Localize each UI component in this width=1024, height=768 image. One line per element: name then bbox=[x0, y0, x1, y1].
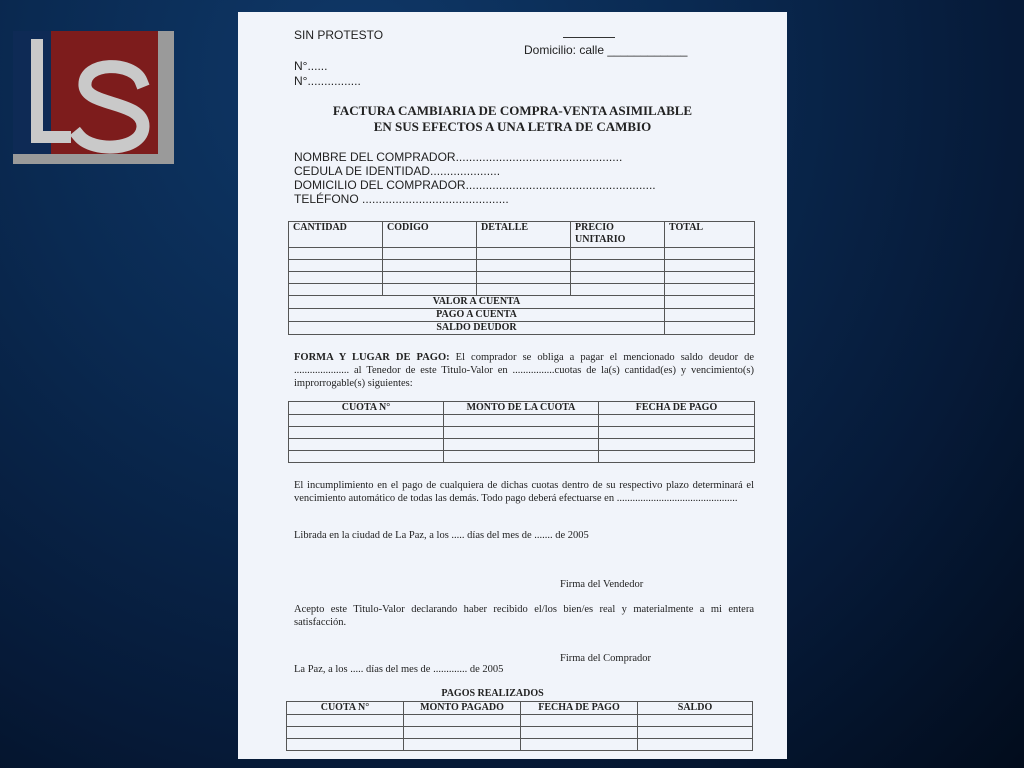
items-table bbox=[288, 221, 755, 335]
table-row bbox=[289, 415, 755, 427]
buyer-id-field: CEDULA DE IDENTIDAD..................... bbox=[294, 164, 501, 178]
table-row bbox=[289, 260, 755, 272]
logo-letters-ls bbox=[13, 31, 174, 164]
col-cantidad: CANTIDAD bbox=[289, 222, 383, 248]
col-total: TOTAL bbox=[665, 222, 755, 248]
summary-row-valor bbox=[289, 296, 755, 309]
acceptance-date: La Paz, a los ..... días del mes de ............. de 2005 bbox=[294, 664, 504, 675]
company-logo bbox=[13, 31, 174, 164]
col-fecha-pago: FECHA DE PAGO bbox=[521, 702, 638, 715]
number-field-2: N°................ bbox=[294, 74, 361, 88]
table-row bbox=[287, 727, 753, 739]
installments-table-header bbox=[289, 402, 755, 415]
table-row bbox=[289, 248, 755, 260]
payment-terms-text: El comprador se obliga a pagar el mencionado saldo deudor de ..................... al Tenedor de este Titulo-Valor en ................cuotas de la(s) cantidad(es) y vencimiento(s) improrrogable(s) siguientes: bbox=[294, 352, 755, 390]
col-fecha-pago: FECHA DE PAGO bbox=[599, 402, 755, 415]
valor-a-cuenta-label: VALOR A CUENTA bbox=[289, 296, 665, 309]
number-field-1: N°...... bbox=[294, 59, 328, 73]
table-row bbox=[289, 439, 755, 451]
table-row bbox=[289, 427, 755, 439]
table-row bbox=[289, 284, 755, 296]
col-cuota-numero: CUOTA N° bbox=[289, 402, 444, 415]
seller-signature-label: Firma del Vendedor bbox=[560, 579, 644, 590]
installments-table bbox=[288, 401, 755, 463]
document-title-line1: FACTURA CAMBIARIA DE COMPRA-VENTA ASIMILABLE bbox=[332, 103, 693, 118]
issued-place-date: Librada en la ciudad de La Paz, a los ..... días del mes de ....... de 2005 bbox=[294, 530, 589, 541]
col-monto-pagado: MONTO PAGADO bbox=[404, 702, 521, 715]
saldo-deudor-label: SALDO DEUDOR bbox=[289, 322, 665, 335]
summary-row-pago bbox=[289, 309, 755, 322]
col-codigo: CODIGO bbox=[383, 222, 477, 248]
summary-row-saldo bbox=[289, 322, 755, 335]
payments-table bbox=[286, 701, 753, 751]
domicilio-top-line bbox=[563, 37, 615, 38]
table-row bbox=[287, 715, 753, 727]
buyer-signature-label: Firma del Comprador bbox=[560, 653, 651, 664]
default-clause-paragraph: El incumplimiento en el pago de cualquiera de dichas cuotas dentro de su respectivo plazo determinará el vencimiento automático de todas las demás. Todo pago deberá efectuarse en .............................................. bbox=[294, 480, 754, 505]
table-row bbox=[289, 451, 755, 463]
payment-terms-paragraph bbox=[294, 351, 754, 390]
invoice-document bbox=[238, 12, 787, 759]
col-cuota-numero: CUOTA N° bbox=[287, 702, 404, 715]
col-monto-cuota: MONTO DE LA CUOTA bbox=[444, 402, 599, 415]
col-precio-unitario: PRECIO UNITARIO bbox=[571, 222, 665, 248]
payments-made-heading: PAGOS REALIZADOS bbox=[441, 688, 544, 699]
table-row bbox=[289, 272, 755, 284]
buyer-name-field: NOMBRE DEL COMPRADOR.................................................. bbox=[294, 150, 623, 164]
col-saldo: SALDO bbox=[638, 702, 753, 715]
buyer-phone-field: TELÉFONO ............................................ bbox=[294, 192, 509, 206]
table-row bbox=[287, 739, 753, 751]
payments-table-header bbox=[287, 702, 753, 715]
sin-protesto-label: SIN PROTESTO bbox=[294, 28, 384, 42]
items-table-header bbox=[289, 222, 755, 248]
acceptance-paragraph: Acepto este Titulo-Valor declarando haber recibido el/los bien/es real y materialmente a mi entera satisfacción. bbox=[294, 604, 754, 629]
col-detalle: DETALLE bbox=[477, 222, 571, 248]
pago-a-cuenta-label: PAGO A CUENTA bbox=[289, 309, 665, 322]
document-title-line2: EN SUS EFECTOS A UNA LETRA DE CAMBIO bbox=[373, 119, 652, 134]
buyer-address-field: DOMICILIO DEL COMPRADOR......................................................... bbox=[294, 178, 656, 192]
payment-terms-heading: FORMA Y LUGAR DE PAGO: bbox=[294, 352, 450, 363]
domicilio-field: Domicilio: calle ____________ bbox=[524, 43, 688, 57]
